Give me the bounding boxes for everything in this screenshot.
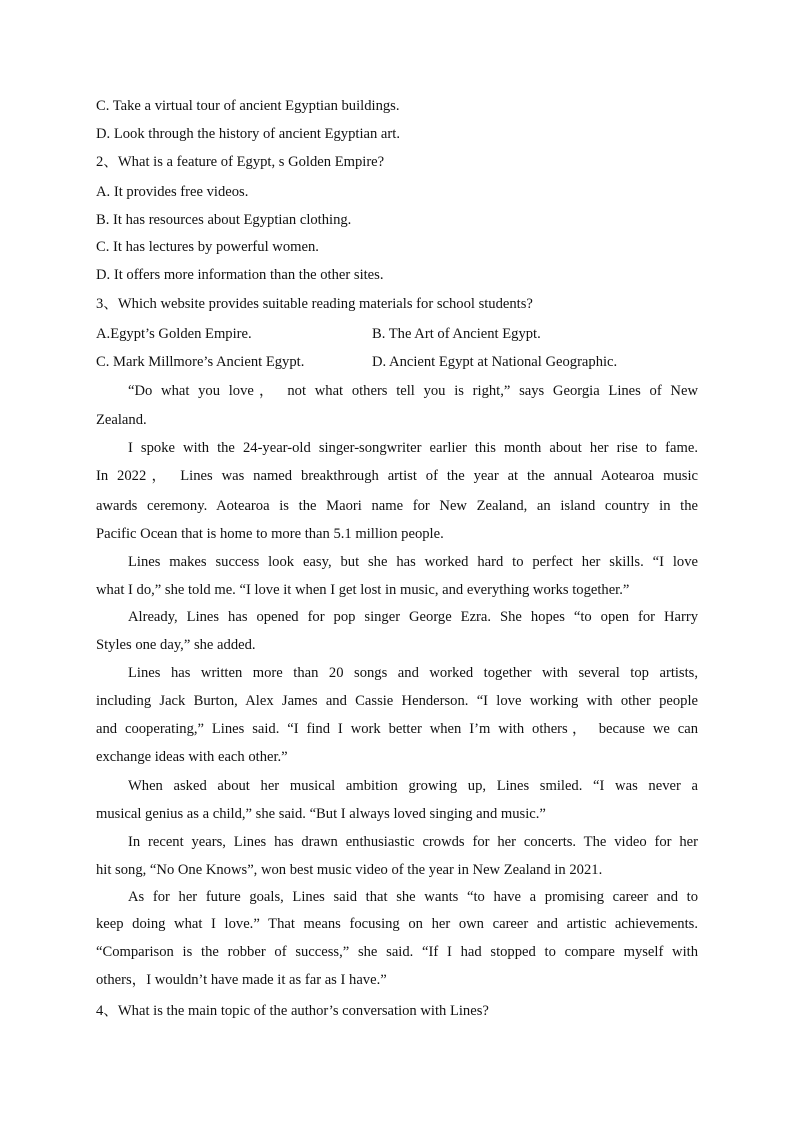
passage-line: hit song, “No One Knows”, won best music video of the year in New Zealand in 2021. (96, 862, 603, 878)
passage-line: Already, Lines has opened for pop singer George Ezra. She hopes “to open for Harry (128, 609, 698, 625)
q3-option-c: C. Mark Millmore’s Ancient Egypt. (96, 354, 305, 370)
passage-line: When asked about her musical ambition growing up, Lines smiled. “I was never a (128, 778, 698, 794)
q3-option-d: D. Ancient Egypt at National Geographic. (372, 354, 618, 370)
passage-line: what I do,” she told me. “I love it when I get lost in music, and everything works together.” (96, 582, 630, 598)
passage-line: Lines has written more than 20 songs and worked together with several top artists, (128, 665, 698, 681)
q3-question: 3、Which website provides suitable reading materials for school students? (96, 296, 533, 312)
passage-line: awards ceremony. Aotearoa is the Maori name for New Zealand, an island country in the (96, 498, 698, 514)
q2-option-a: A. It provides free videos. (96, 184, 249, 200)
passage-line: and cooperating,” Lines said. “I find I work better when I’m with others， because we can (96, 721, 698, 737)
q2-question: 2、What is a feature of Egypt, s Golden Empire? (96, 154, 385, 170)
q1-option-d: D. Look through the history of ancient Egyptian art. (96, 126, 400, 142)
q3-option-a: A.Egypt’s Golden Empire. (96, 326, 252, 342)
passage-line: I spoke with the 24-year-old singer-songwriter earlier this month about her rise to fame. (128, 440, 698, 456)
q2-option-c: C. It has lectures by powerful women. (96, 239, 319, 255)
q2-option-b: B. It has resources about Egyptian clothing. (96, 212, 352, 228)
passage-line: Lines makes success look easy, but she has worked hard to perfect her skills. “I love (128, 554, 698, 570)
passage-line: Zealand. (96, 412, 147, 428)
passage-line: including Jack Burton, Alex James and Cassie Henderson. “I love working with other people (96, 693, 698, 709)
passage-line: In 2022， Lines was named breakthrough artist of the year at the annual Aotearoa music (96, 468, 698, 484)
passage-line: Pacific Ocean that is home to more than 5.1 million people. (96, 526, 444, 542)
q4-question: 4、What is the main topic of the author’s conversation with Lines? (96, 1003, 489, 1019)
q2-option-d: D. It offers more information than the other sites. (96, 267, 384, 283)
passage-line: Styles one day,” she added. (96, 637, 256, 653)
q1-option-c: C. Take a virtual tour of ancient Egyptian buildings. (96, 98, 400, 114)
passage-line: musical genius as a child,” she said. “But I always loved singing and music.” (96, 806, 546, 822)
passage-line: As for her future goals, Lines said that she wants “to have a promising career and to (128, 889, 698, 905)
passage-line: keep doing what I love.” That means focusing on her own career and artistic achievements. (96, 916, 698, 932)
passage-line: In recent years, Lines has drawn enthusiastic crowds for her concerts. The video for her (128, 834, 698, 850)
passage-line: others，I wouldn’t have made it as far as I have.” (96, 972, 387, 988)
passage-line: “Do what you love， not what others tell you is right,” says Georgia Lines of New (128, 383, 698, 399)
passage-line: “Comparison is the robber of success,” she said. “If I had stopped to compare myself with (96, 944, 698, 960)
passage-line: exchange ideas with each other.” (96, 749, 288, 765)
q3-option-b: B. The Art of Ancient Egypt. (372, 326, 541, 342)
